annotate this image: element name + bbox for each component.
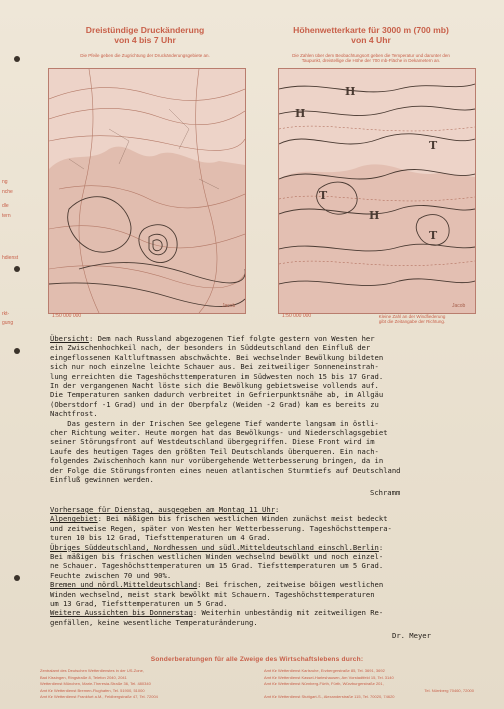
edge-note: dle [2,203,9,209]
right-map-title-line2: von 4 Uhr [351,34,391,45]
right-map-subtitle-line1: Die Zahlen über dem Beobachtungsort geben die Temperatur und darunter den [292,53,450,58]
right-map-title-line1: Höhenwetterkarte für 3000 m (700 mb) [293,25,449,35]
footer-address: Amt für Wetterdienst Bremen-Flughafen, Tel. 51900, 51000 [40,687,145,693]
pressure-change-map [48,68,246,314]
forecast-region-label: Bremen und nördl.Mitteldeutschland [50,580,198,590]
forecast-region-label: Alpengebiet [50,514,98,524]
report-line: folgendes Zwischenhoch kann nur vorübergehende Wetterbesserung bringen, da in [50,456,384,466]
forecast-line: genfällen, keine wesentliche Temperaturänderung. [50,617,258,627]
footer-address: Bad Kissingen, Ringstraße 8, Telefon 2040, 2041 [40,674,127,680]
forecast-line: Feuchte zwischen 70 und 90%. [50,570,172,580]
right-map-footnote-line1: Kleine Zahl an der Windfiederung [378,314,446,319]
right-map-footnote [352,314,472,324]
report-line: Das gestern in der Irischen See gelegene Tief wanderte langsam in östli- [50,418,379,428]
punch-hole [14,56,20,62]
forecast-line: Winden wechselnd, meist stark bewölkt mit Schauern. Tageshöchsttemperaturen [50,589,375,599]
pressure-change-map-graphic [49,69,245,313]
report-line: seiner Störungsfront auf Westdeutschland übergegriffen. Diese Front wird im [50,437,375,447]
forecast-line-text: : [275,505,280,514]
forecast-line [50,514,475,523]
edge-note: gung [2,320,14,326]
forecast-outlook-label: Weitere Aussichten bis Donnerstag [50,608,193,618]
punch-hole [14,348,20,354]
left-map-title [40,26,250,46]
left-map-scale: 1:50 000 000 [52,313,82,319]
forecast-line-text: : Bei mäßigen bis frischen westlichen Winden zunächst meist bedeckt [97,514,388,524]
forecast-line [50,580,475,589]
forecast-line: um 13 Grad, Tiefsttemperaturen um 5 Grad. [50,599,228,609]
svg-text:H: H [295,107,306,120]
report-line: Nachtfrost. [50,409,98,419]
forecast-line [50,543,475,552]
report-line: Laufe des heutigen Tages den größten Teil Deutschlands überqueren. Ein nach- [50,446,379,456]
footer-address: Tel. Nürnberg 70460, 72000 [424,687,474,693]
footer-address: Amt für Wetterdienst Karlsruhe, Erzbergerstraße 85, Tel. 3691, 3692 [264,668,385,673]
report-line: (Oberstdorf -1 Grad) und in der Oberpfalz (Weiden -2 Grad) kam es bereits zu [50,399,379,409]
report-line-text: : Dem nach Russland abgezogenen Tief folgte gestern von Westen her [88,334,375,343]
left-map-subtitle: Die Pfeile geben die Zugrichtung der Druckänderungsgebiete an. [80,53,210,58]
forecast-line: turen 10 bis 12 Grad, Tiefsttemperaturen um 4 Grad. [50,533,271,543]
report-line: cher Richtung weiter. Heute morgen hat das Bewölkungs- und Niederschlagsgebiet [50,428,388,438]
forecast-line [50,505,475,514]
footer-address: Amt für Wetterdienst Nürnberg-Fürth, Fürth, Würzburgerstraße 201, [264,681,384,687]
footer-columns [40,668,474,701]
forecast-heading: Vorhersage für Dienstag, ausgegeben am Montag 11 Uhr [50,505,276,514]
report-line: lung erreichten die Tageshöchsttemperaturen im Südwesten noch 15 bis 17 Grad. [50,371,384,381]
footer-address: Zentralamt des Deutschen Wetterdienstes in der US-Zone, [40,668,144,673]
report-section-label: Übersicht [50,334,89,343]
report-line: In der vergangenen Nacht löste sich die Bewölkung gebietsweise vollends auf. [50,381,379,391]
footer-address: Wetterdienst München, Marie-Theresia-Straße 36, Tel. 480340 [40,681,151,687]
svg-text:T: T [429,229,438,242]
edge-note: ng [2,179,8,185]
edge-note: nche [2,189,13,195]
report-line: sich nur noch einzelne leichte Schauer aus. Bei zeitweiliger Sonneneinstrah- [50,362,379,372]
footer [40,656,474,701]
edge-note: rkt- [2,311,10,317]
left-map-title-line1: Dreistündige Druckänderung [85,25,205,35]
report-line: Die Temperaturen sanken dadurch verbreitet in Gefrierpunktsnähe ab, im Allgäu [50,390,384,400]
report-line: Einfluß gewinnen werden. [50,475,154,485]
edge-note: hdienst [2,255,19,261]
forecast-line: ne Schauer. Tageshöchsttemperaturen um 15 Grad. Tiefsttemperaturen um 5 Grad. [50,561,384,571]
footer-address: Amt für Wetterdienst Stuttgart-S., Alexanderstraße 115, Tel. 70020, 74620 [264,694,395,700]
svg-text:T: T [319,189,328,202]
svg-text:H: H [369,209,380,222]
right-map-signature: Jacob [452,303,466,309]
report-line: ein Zwischenhochkeil nach, der besonders in Süddeutschland den Einfluß der [50,343,371,353]
footer-address: Amt für Wetterdienst Kassel-Harleshausen, Am Vorstadtfeld 15, Tel. 3140 [264,674,394,680]
right-map-footnote-line2: gibt die Zeitangabe der Richtung. [378,319,446,325]
footer-title: Sonderberatungen für alle Zweige des Wirtschaftslebens durch: [150,656,364,663]
right-map-title [266,26,476,46]
footer-right-column [264,668,474,701]
weather-forecast [50,505,475,627]
forecast-line [50,608,475,617]
edge-note: tern [2,213,11,219]
right-map-scale: 1:50 000 000 [282,313,312,319]
report-signature: Schramm [370,488,401,497]
right-map-subtitle [266,54,476,64]
forecast-line: Bei mäßigen bis frischen westlichen Winden wechselnd bewölkt und noch einzel- [50,552,384,562]
forecast-line-text: : Bei frischen, zeitweise böigen westlichen [197,580,384,590]
report-line [50,334,475,343]
forecast-signature: Dr. Meyer [392,631,431,640]
left-map-signature: Jacob [222,303,236,309]
punch-hole [14,266,20,272]
forecast-line-text: : [378,542,384,552]
footer-left-column [40,668,250,701]
report-line: eingeflossenen Kaltluftmassen abschwächte. Bei wechselnder Bewölkung bildeten [50,352,384,362]
upper-air-map-graphic [279,69,475,313]
right-map-subtitle-line2: Taupunkt, dreistellige die Höhe der 700 mb-Fläche in Dekametern an. [301,57,441,63]
footer-address: Amt für Wetterdienst Frankfurt a.M., Feldbergstraße 47, Tel. 72004 [40,694,158,700]
forecast-line: und zeitweise Regen, später von Westen her Wetterbesserung. Tageshöchsttempera- [50,523,392,533]
svg-text:H: H [345,85,356,98]
forecast-region-label: Übriges Süddeutschland, Nordhessen und südl.Mitteldeutschland einschl.Berlin [50,542,379,552]
punch-hole [14,575,20,581]
left-map-title-line2: von 4 bis 7 Uhr [114,34,176,45]
report-line: der Folge die Störungsfronten eines neuen atlantischen Sturmtiefs auf Deutschland [50,465,401,475]
upper-air-map [278,68,476,314]
svg-text:T: T [429,139,438,152]
forecast-line-text: : Weiterhin unbeständig mit zeitweiligen Re- [192,608,384,618]
weather-report [50,334,475,485]
